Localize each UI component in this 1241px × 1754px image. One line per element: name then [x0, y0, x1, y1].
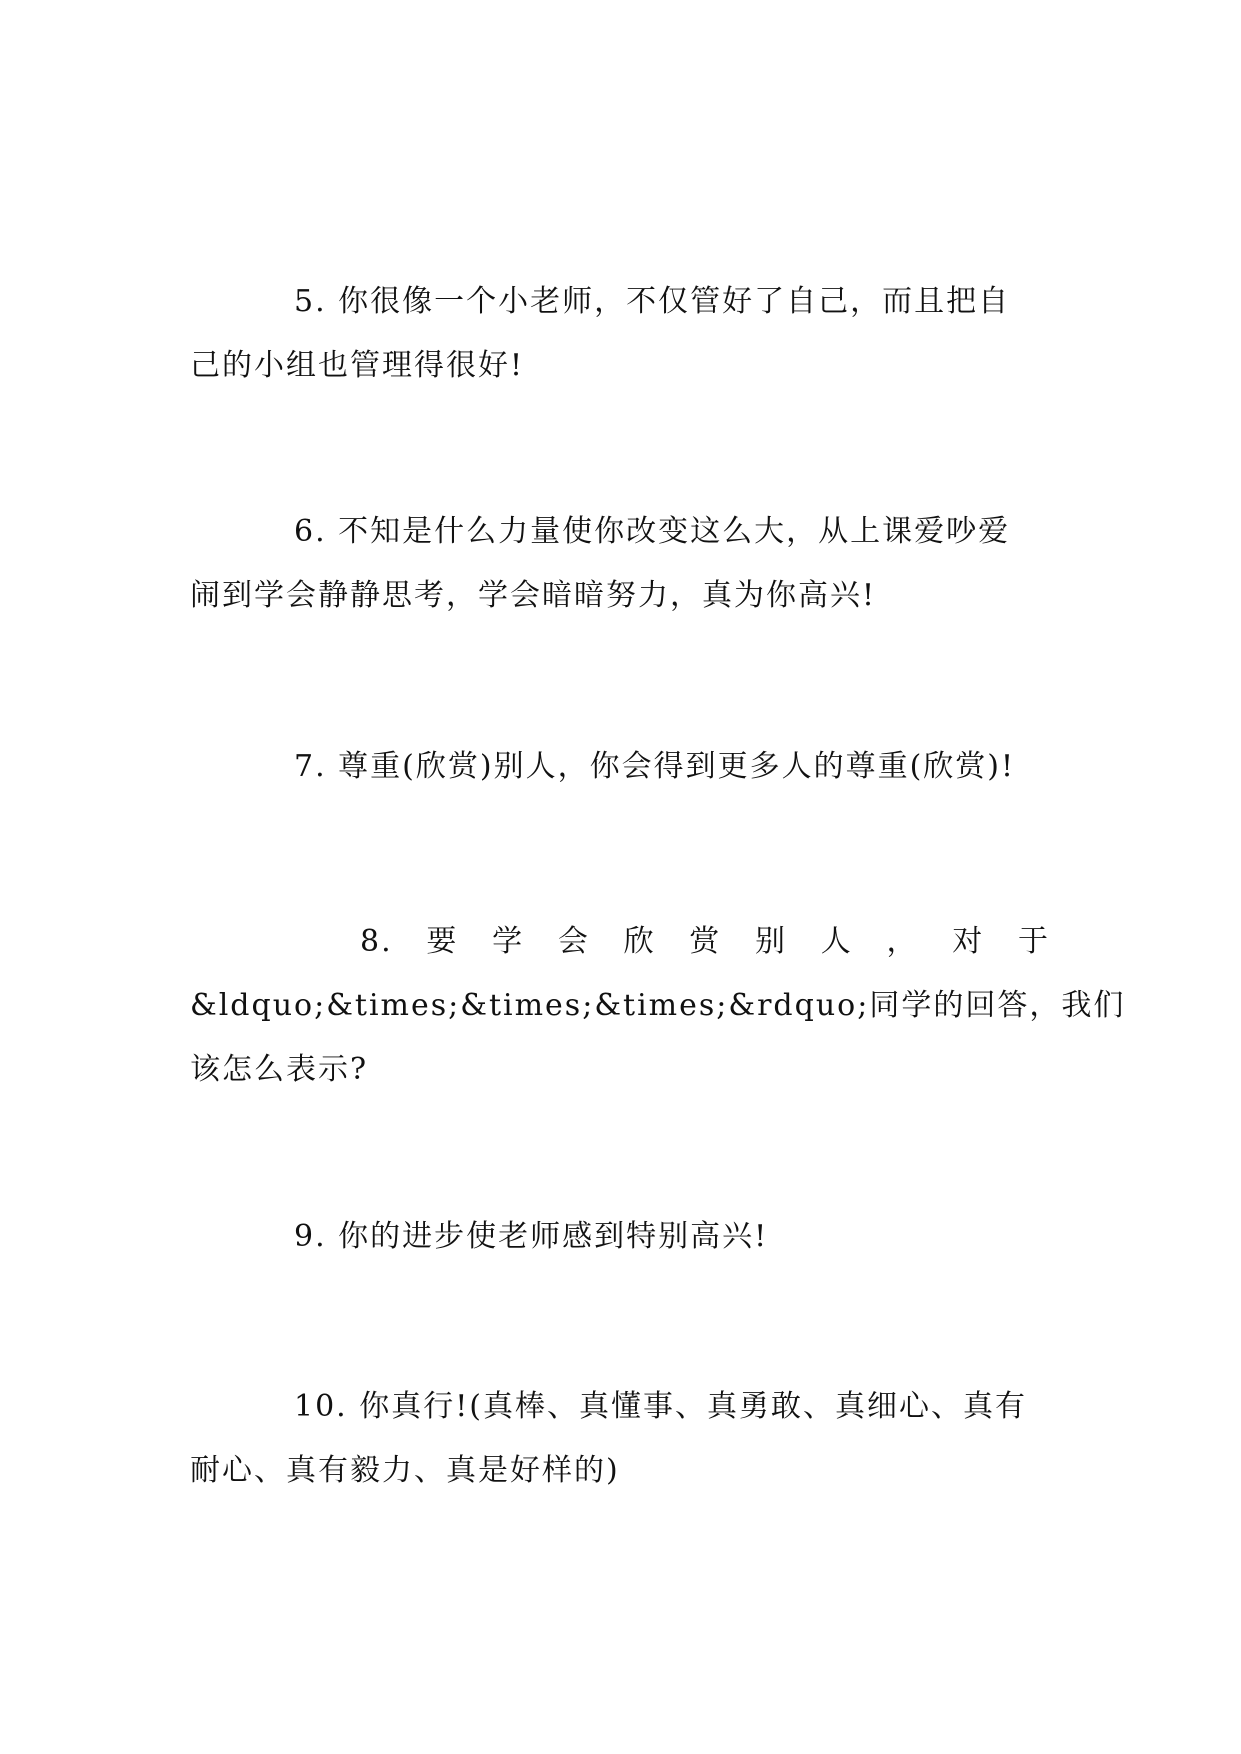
word: 人 [820, 924, 853, 959]
word: ， [886, 924, 919, 959]
paragraph-line: 耐心、真有毅力、真是好样的) [190, 1453, 620, 1488]
paragraph-line: 闹到学会静静思考，学会暗暗努力，真为你高兴! [190, 578, 877, 613]
word: 要 [426, 924, 459, 959]
paragraph-line: 6. 不知是什么力量使你改变这么大，从上课爱吵爱 [294, 514, 1011, 549]
paragraph-5 [190, 270, 1050, 398]
word: 8. [360, 924, 393, 959]
paragraph-8 [190, 910, 1126, 1102]
word: 别 [755, 924, 788, 959]
word: 欣 [623, 924, 656, 959]
word: 会 [557, 924, 590, 959]
paragraph-line: 5. 你很像一个小老师，不仅管好了自己，而且把自 [294, 284, 1011, 319]
paragraph-line: 9. 你的进步使老师感到特别高兴! [294, 1219, 769, 1254]
paragraph-10 [190, 1375, 1050, 1503]
paragraph-6 [190, 500, 1050, 628]
justified-first-line [190, 910, 1050, 974]
word: 学 [492, 924, 525, 959]
paragraph-7 [190, 735, 1050, 799]
paragraph-line: 该怎么表示? [190, 1052, 369, 1087]
word: 对 [952, 924, 985, 959]
word: 赏 [689, 924, 722, 959]
word: 于 [1017, 924, 1050, 959]
paragraph-line: &ldquo;&times;&times;&times;&rdquo;同学的回答，我们 [190, 988, 1126, 1023]
paragraph-line: 己的小组也管理得很好! [190, 348, 525, 383]
paragraph-9 [190, 1205, 1050, 1269]
paragraph-line: 10. 你真行!(真棒、真懂事、真勇敢、真细心、真有 [294, 1389, 1028, 1424]
paragraph-line: 7. 尊重(欣赏)别人，你会得到更多人的尊重(欣赏)! [294, 749, 1016, 784]
